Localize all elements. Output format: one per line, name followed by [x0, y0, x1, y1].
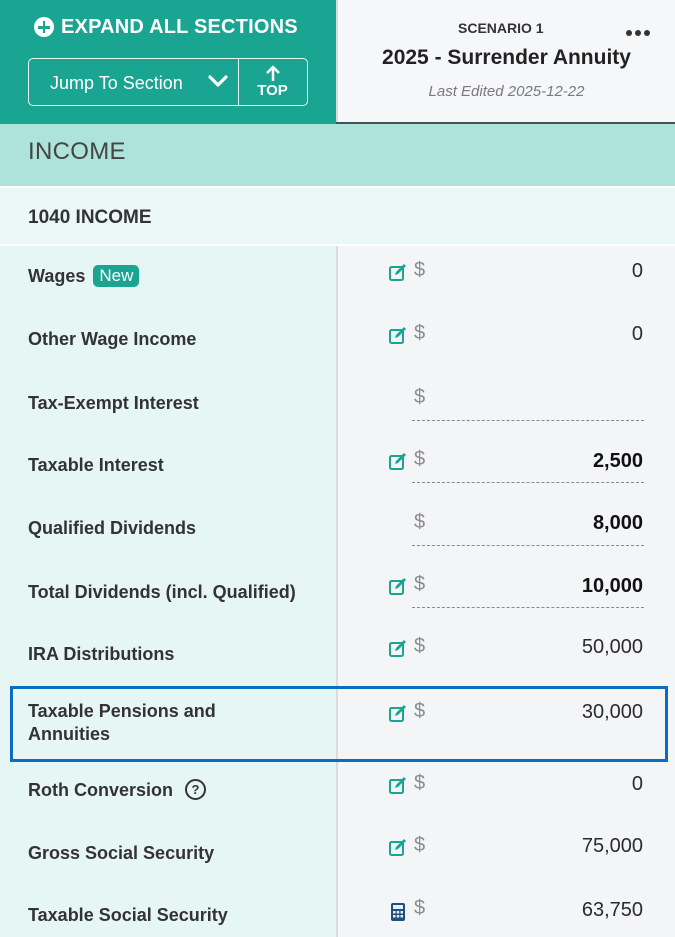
arrow-up-icon: [264, 65, 282, 82]
section-title: INCOME: [28, 138, 126, 165]
value-other-wage-income: 0: [631, 323, 643, 345]
value-gross-social-security: 75,000: [581, 835, 643, 857]
more-options-icon[interactable]: [626, 30, 650, 36]
value-taxable-pensions: 30,000: [581, 701, 643, 723]
currency-symbol: $: [414, 700, 426, 722]
currency-symbol: $: [414, 448, 426, 470]
row-label-wages: Wages New: [28, 265, 139, 288]
toolbar: [0, 0, 336, 124]
expand-all-label: EXPAND ALL SECTIONS: [61, 15, 298, 38]
input-underline: [412, 420, 644, 421]
subsection-header[interactable]: [0, 186, 675, 246]
row-label-roth-conversion: Roth Conversion ?: [28, 779, 206, 802]
value-taxable-social-security: 63,750: [581, 899, 643, 921]
row-label-taxable-interest: Taxable Interest: [28, 455, 164, 475]
last-edited-text: Last Edited 2025-12-22: [428, 83, 585, 100]
new-badge: New: [93, 265, 139, 287]
row-label-taxable-pensions: Taxable Pensions and Annuities: [28, 701, 216, 744]
edit-icon[interactable]: [388, 638, 408, 658]
edit-icon[interactable]: [388, 262, 408, 282]
currency-symbol: $: [414, 259, 426, 281]
edit-icon[interactable]: [388, 837, 408, 857]
top-label: TOP: [257, 82, 288, 99]
highlight-box: [10, 686, 668, 762]
edit-icon[interactable]: [388, 451, 408, 471]
value-ira-distributions: 50,000: [581, 636, 643, 658]
scroll-top-button[interactable]: [238, 58, 308, 106]
input-underline: [412, 607, 644, 608]
income-section-header[interactable]: [0, 124, 675, 186]
scenario-label: SCENARIO 1: [458, 20, 544, 36]
currency-symbol: $: [414, 772, 426, 794]
edit-icon[interactable]: [388, 576, 408, 596]
row-label-other-wage-income: Other Wage Income: [28, 329, 197, 349]
row-label-ira-distributions: IRA Distributions: [28, 644, 175, 664]
plus-circle-icon: [34, 17, 54, 37]
value-taxable-interest[interactable]: 2,500: [592, 450, 643, 472]
row-label-taxable-social-security: Taxable Social Security: [28, 905, 228, 925]
scenario-header: [336, 0, 675, 124]
help-icon[interactable]: ?: [185, 779, 206, 800]
expand-all-button[interactable]: [34, 14, 298, 40]
edit-icon[interactable]: [388, 775, 408, 795]
currency-symbol: $: [414, 635, 426, 657]
jump-to-section-label: Jump To Section: [50, 73, 183, 93]
chevron-down-icon: [207, 71, 229, 91]
currency-symbol: $: [414, 386, 426, 408]
edit-icon[interactable]: [388, 325, 408, 345]
calculator-icon[interactable]: [388, 902, 408, 922]
row-label-total-dividends: Total Dividends (incl. Qualified): [28, 582, 296, 602]
currency-symbol: $: [414, 573, 426, 595]
value-wages: 0: [631, 260, 643, 282]
value-qualified-dividends[interactable]: 8,000: [592, 512, 643, 534]
input-underline: [412, 545, 644, 546]
currency-symbol: $: [414, 511, 426, 533]
scenario-title: 2025 - Surrender Annuity: [382, 46, 631, 69]
value-roth-conversion: 0: [631, 773, 643, 795]
subsection-title: 1040 INCOME: [28, 207, 152, 228]
jump-to-section-select[interactable]: [28, 58, 238, 106]
value-total-dividends[interactable]: 10,000: [581, 575, 643, 597]
row-label-tax-exempt-interest: Tax-Exempt Interest: [28, 393, 199, 413]
input-underline: [412, 482, 644, 483]
row-label-gross-social-security: Gross Social Security: [28, 843, 215, 863]
currency-symbol: $: [414, 322, 426, 344]
row-label-qualified-dividends: Qualified Dividends: [28, 518, 197, 538]
currency-symbol: $: [414, 897, 426, 919]
currency-symbol: $: [414, 834, 426, 856]
